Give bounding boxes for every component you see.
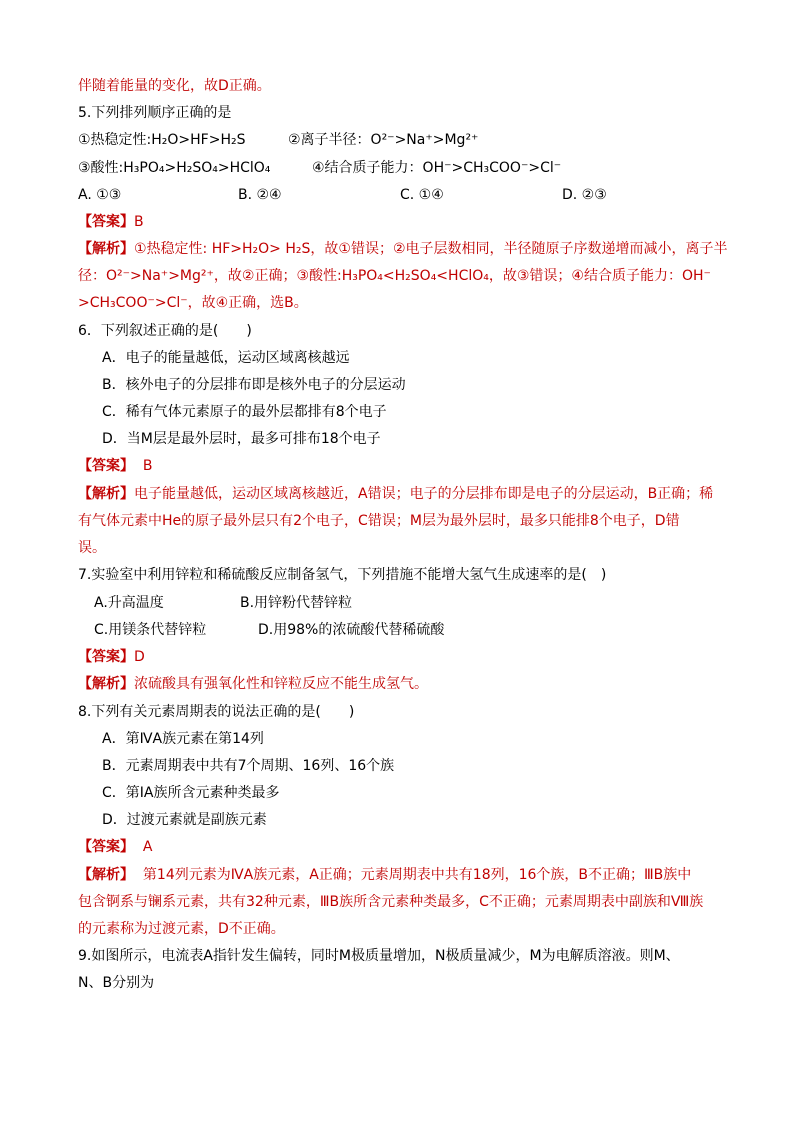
q6-option-c: C．稀有气体元素原子的最外层都排有8个电子 bbox=[102, 404, 387, 420]
q7-option-b: B.用锌粉代替锌粒 bbox=[240, 595, 353, 611]
answer-tag: 【答案】 bbox=[78, 214, 134, 230]
q6-option-a: A．电子的能量越低，运动区域离核越远 bbox=[102, 350, 350, 366]
q8-option-a: A．第ⅣA族元素在第14列 bbox=[102, 731, 264, 747]
q5-explanation-line-1 bbox=[78, 239, 754, 259]
q8-explanation-line-3: 的元素称为过渡元素，D不正确。 bbox=[78, 921, 285, 937]
answer-value: B bbox=[134, 214, 144, 230]
q7-option-a: A.升高温度 bbox=[94, 595, 164, 611]
continuation-line: 伴随着能量的变化，故D正确。 bbox=[78, 78, 271, 94]
answer-value: D bbox=[134, 649, 145, 665]
explanation-tag: 【解析】 bbox=[78, 241, 134, 257]
answer-tag: 【答案】 bbox=[78, 458, 134, 474]
explanation-tag: 【解析】 bbox=[78, 676, 134, 692]
q5-statement-4: ④结合质子能力：OH⁻>CH₃COO⁻>Cl⁻ bbox=[312, 160, 562, 176]
q7-option-d: D.用98%的浓硫酸代替稀硫酸 bbox=[258, 622, 445, 638]
q8-stem: 8.下列有关元素周期表的说法正确的是( ) bbox=[78, 704, 355, 720]
q5-statement-2: ②离子半径：O²⁻>Na⁺>Mg²⁺ bbox=[288, 132, 479, 148]
explanation-text: 浓硫酸具有强氧化性和锌粒反应不能生成氢气。 bbox=[134, 676, 428, 692]
q8-option-d: D．过渡元素就是副族元素 bbox=[102, 812, 267, 828]
q8-answer bbox=[78, 837, 754, 857]
q7-stem: 7.实验室中利用锌粒和稀硫酸反应制备氢气，下列措施不能增大氢气生成速率的是( ) bbox=[78, 567, 607, 583]
explanation-tag: 【解析】 bbox=[78, 867, 134, 883]
q6-stem: 6．下列叙述正确的是( ) bbox=[78, 323, 252, 339]
explanation-text: 第14列元素为ⅣA族元素，A正确；元素周期表中共有18列，16个族，B不正确；ⅢB族中 bbox=[142, 867, 692, 883]
q7-explanation-line-1 bbox=[78, 674, 754, 694]
q5-explanation-line-3: >CH₃COO⁻>Cl⁻，故④正确，选B。 bbox=[78, 295, 308, 311]
answer-value: A bbox=[142, 839, 153, 855]
q8-explanation-line-1 bbox=[78, 865, 754, 885]
q6-explanation-line-2: 有气体元素中He的原子最外层只有2个电子，C错误；M层为最外层时，最多只能排8个电子，D错 bbox=[78, 513, 680, 529]
q7-option-c: C.用镁条代替锌粒 bbox=[94, 622, 207, 638]
q9-stem-line-2: N、B分别为 bbox=[78, 975, 155, 991]
q5-explanation-line-2: 径：O²⁻>Na⁺>Mg²⁺，故②正确；③酸性:H₃PO₄<H₂SO₄<HClO₄，故③错误；④结合质子能力：OH⁻ bbox=[78, 268, 711, 284]
q9-stem-line-1: 9.如图所示，电流表A指针发生偏转，同时M极质量增加，N极质量减少，M为电解质溶液。则M、 bbox=[78, 948, 680, 964]
explanation-text: ①热稳定性: HF>H₂O> H₂S，故①错误；②电子层数相同，半径随原子序数递增而减小，离子半 bbox=[134, 241, 728, 257]
q8-option-b: B．元素周期表中共有7个周期、16列、16个族 bbox=[102, 758, 395, 774]
q5-option-b: B. ②④ bbox=[238, 187, 282, 203]
answer-tag: 【答案】 bbox=[78, 839, 134, 855]
q5-option-c: C. ①④ bbox=[400, 187, 444, 203]
q6-answer bbox=[78, 456, 754, 476]
q6-explanation-line-3: 误。 bbox=[78, 540, 106, 556]
q5-statement-3: ③酸性:H₃PO₄>H₂SO₄>HClO₄ bbox=[78, 160, 271, 176]
q5-option-a: A. ①③ bbox=[78, 187, 122, 203]
explanation-tag: 【解析】 bbox=[78, 486, 134, 502]
q5-statement-1: ①热稳定性:H₂O>HF>H₂S bbox=[78, 132, 246, 148]
q5-option-d: D. ②③ bbox=[562, 187, 607, 203]
q8-option-c: C．第ⅠA族所含元素种类最多 bbox=[102, 785, 280, 801]
answer-tag: 【答案】 bbox=[78, 649, 134, 665]
explanation-text: 电子能量越低，运动区域离核越近，A错误；电子的分层排布即是电子的分层运动，B正确；稀 bbox=[134, 486, 714, 502]
q5-answer bbox=[78, 212, 754, 232]
answer-value: B bbox=[142, 458, 153, 474]
q6-option-b: B．核外电子的分层排布即是核外电子的分层运动 bbox=[102, 377, 406, 393]
q6-explanation-line-1 bbox=[78, 484, 754, 504]
q7-answer bbox=[78, 647, 754, 667]
q8-explanation-line-2: 包含锕系与镧系元素，共有32种元素，ⅢB族所含元素种类最多，C不正确；元素周期表中副族和Ⅷ族 bbox=[78, 894, 704, 910]
q5-stem: 5.下列排列顺序正确的是 bbox=[78, 105, 232, 121]
q6-option-d: D．当M层是最外层时，最多可排布18个电子 bbox=[102, 431, 381, 447]
